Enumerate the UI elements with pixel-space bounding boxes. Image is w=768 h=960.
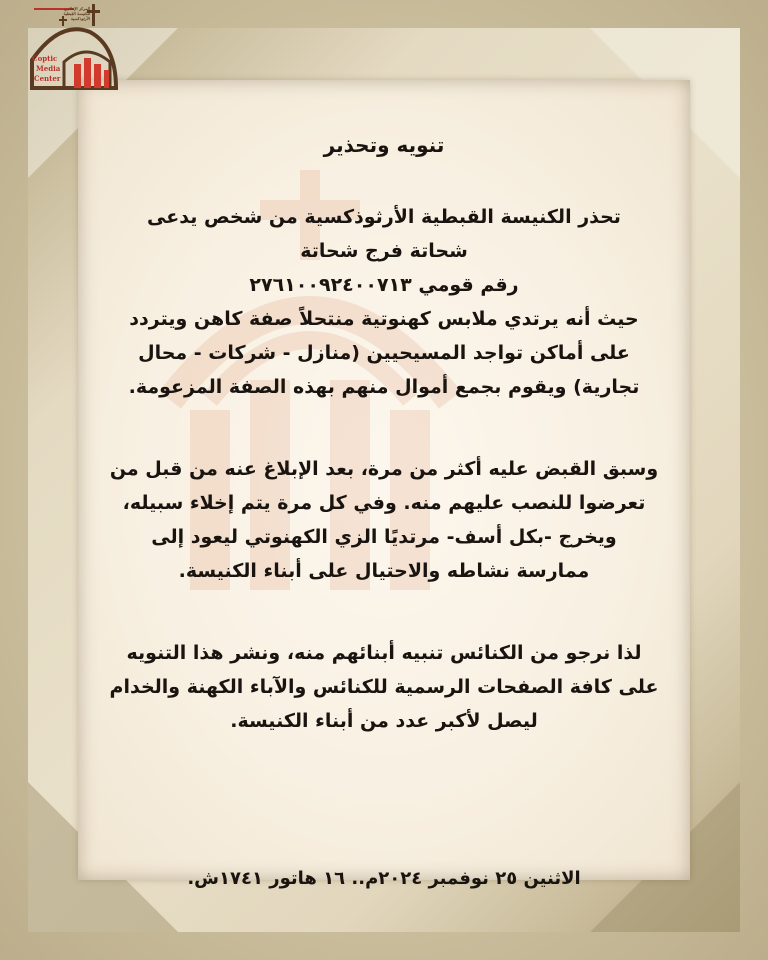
coptic-media-center-logo — [20, 2, 120, 94]
document-title: تنويه وتحذير — [323, 133, 445, 157]
paragraph-line: ليصل لأكبر عدد من أبناء الكنيسة. — [230, 710, 538, 732]
paragraph-line: تعرضوا للنصب عليهم منه. وفي كل مرة يتم إخلاء سبيله، — [122, 492, 646, 514]
paragraph-line: تجارية) ويقوم بجمع أموال منهم بهذه الصفة المزعومة. — [128, 376, 640, 398]
paragraph-line: رقم قومي ٢٧٦١٠٠٩٢٤٠٠٧١٣ — [249, 274, 519, 296]
paragraph-line: وسبق القبض عليه أكثر من مرة، بعد الإبلاغ عنه من قبل من — [109, 458, 659, 480]
paragraph-line: حيث أنه يرتدي ملابس كهنوتية منتحلاً صفة كاهن ويتردد — [129, 308, 639, 330]
logo-text-coptic: Coptic — [32, 54, 58, 63]
document-date: الاثنين ٢٥ نوفمبر ٢٠٢٤م.. ١٦ هاتور ١٧٤١ش. — [187, 868, 581, 889]
paragraph-history — [100, 452, 668, 588]
paragraph-line: لذا نرجو من الكنائس تنبيه أبنائهم منه، ونشر هذا التنويه — [126, 642, 642, 664]
logo-text-media: Media — [36, 64, 61, 73]
logo-text-center: Center — [34, 74, 61, 83]
logo-text-arabic: المركز الإعلامي للكنيسة القبطية الأرثوذكسية — [63, 6, 90, 21]
paragraph-line: على أماكن تواجد المسيحيين (منازل - شركات - محال — [138, 342, 630, 364]
paragraph-line: تحذر الكنيسة القبطية الأرثوذكسية من شخص يدعى — [147, 206, 621, 228]
paragraph-line: على كافة الصفحات الرسمية للكنائس والآباء الكهنة والخدام — [109, 676, 659, 698]
paragraph-request — [100, 636, 668, 738]
paragraph-line: شحاتة فرج شحاتة — [300, 240, 468, 262]
paragraph-warning — [100, 200, 668, 404]
paragraph-line: ويخرج -بكل أسف- مرتديًا الزي الكهنوتي ليعود إلى — [151, 526, 617, 548]
paragraph-line: ممارسة نشاطه والاحتيال على أبناء الكنيسة. — [178, 560, 590, 582]
